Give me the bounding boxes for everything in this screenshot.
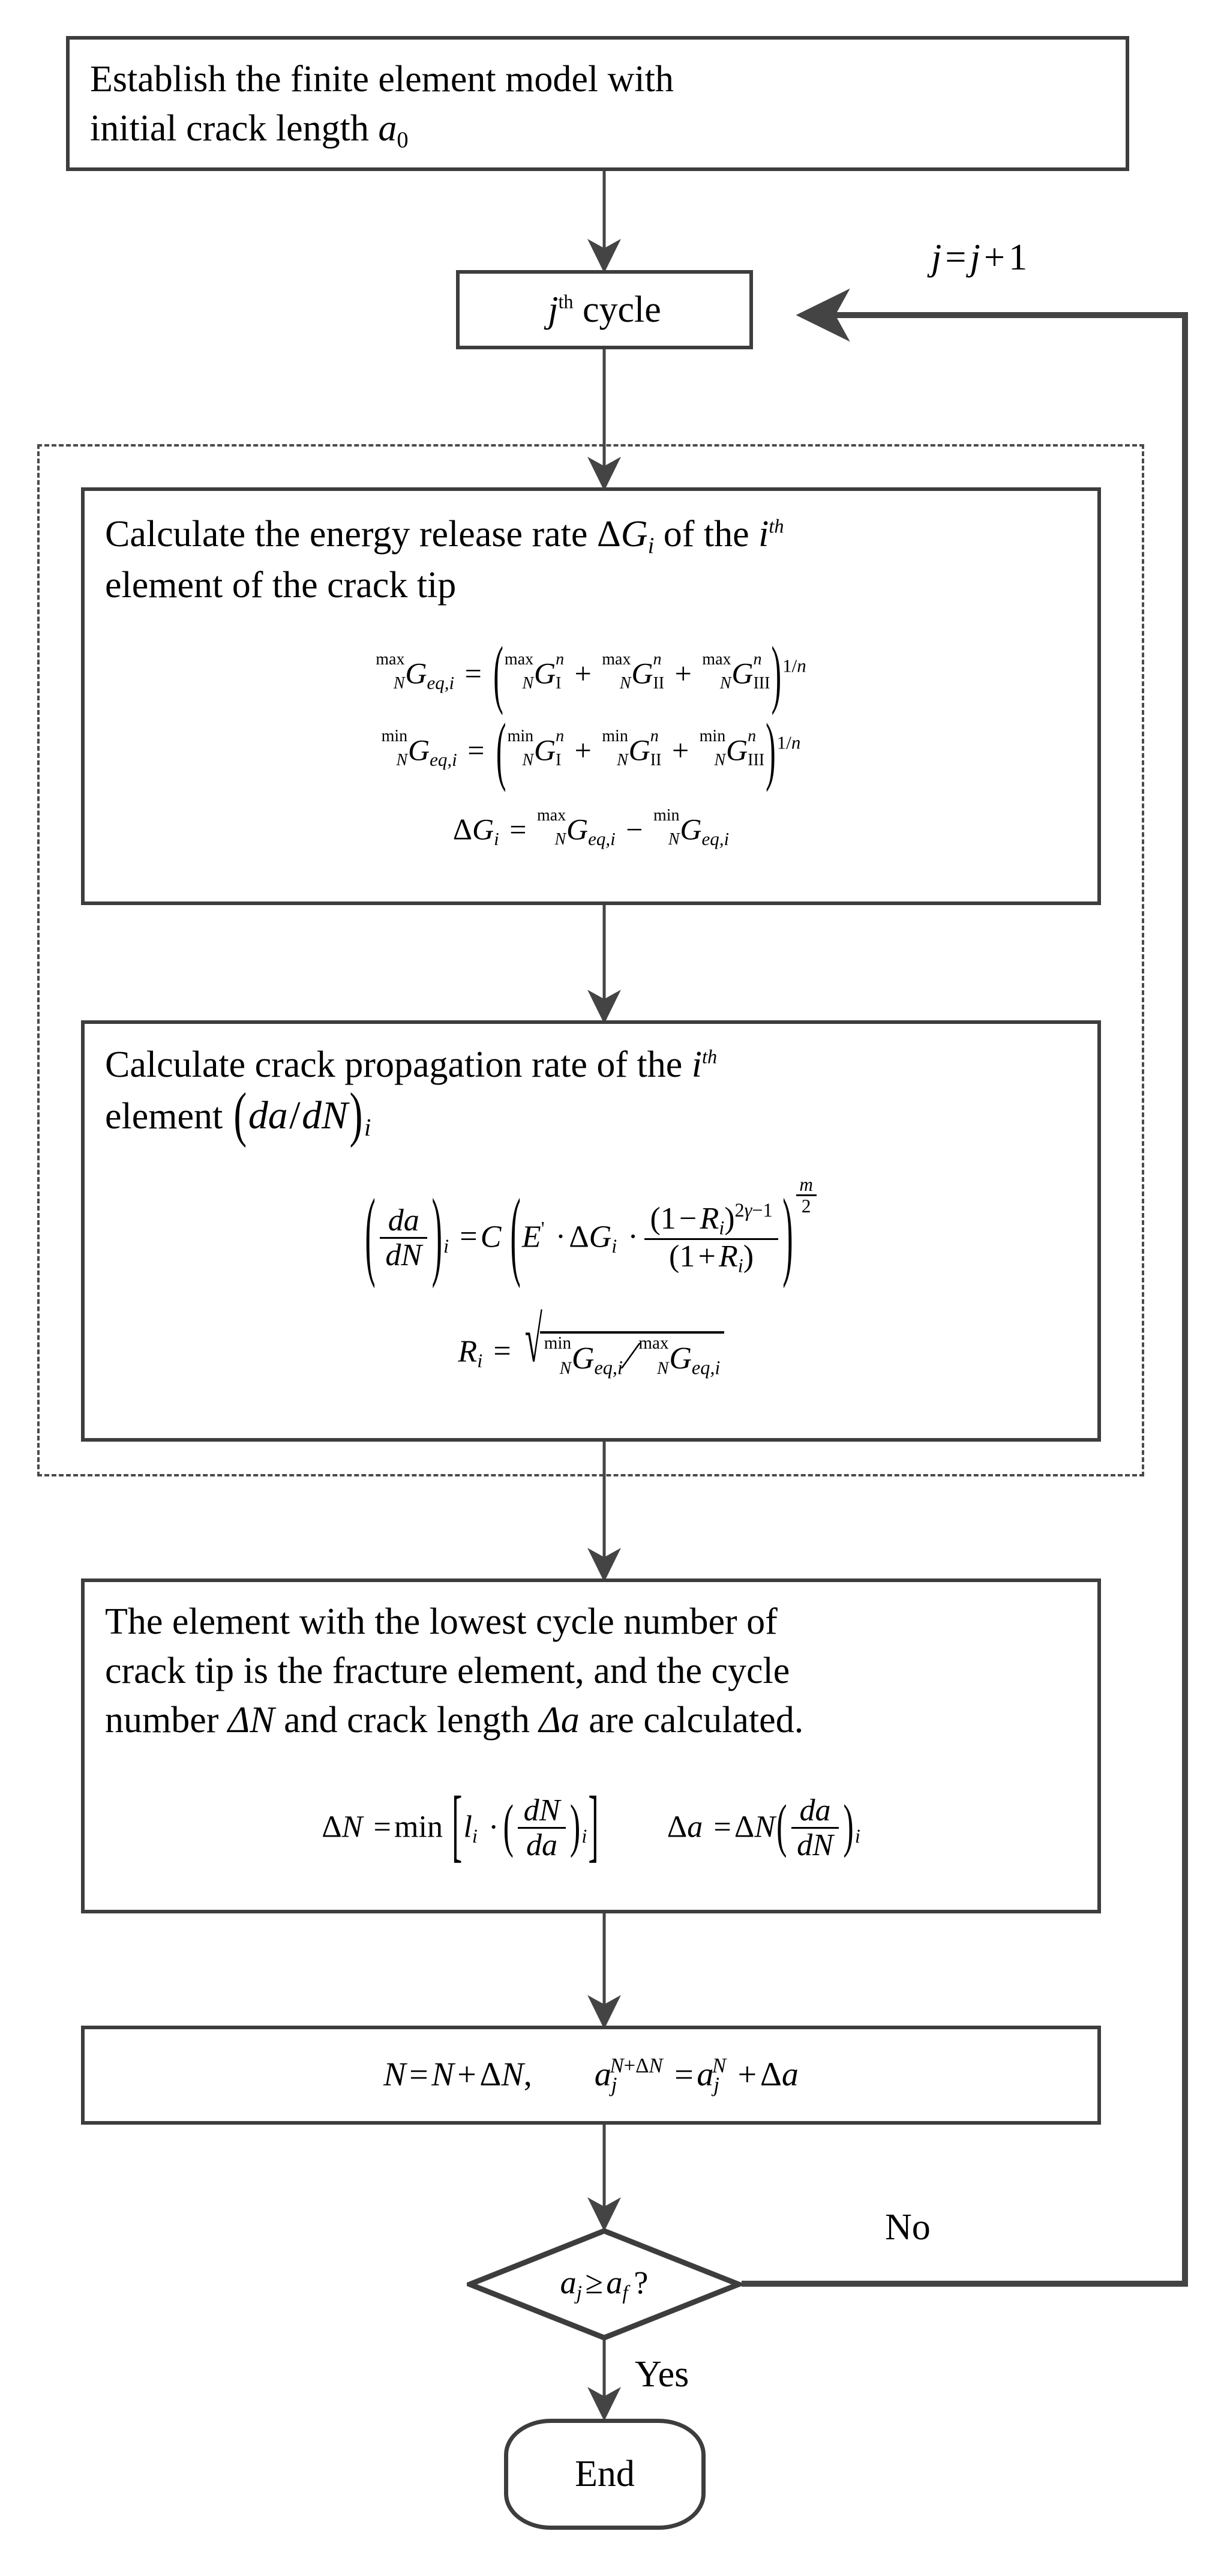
formula-min-Geq: min N $G_{eq,i}$ = ( min N G n I + min N G n II + min N G n III )$^{1/n}$ bbox=[381, 706, 801, 792]
crack-propagation-rate-text: Calculate crack propagation rate of the $i^{th}$ element $(da/dN)_i$ bbox=[105, 1044, 718, 1149]
energy-release-rate-box[interactable] bbox=[81, 487, 1101, 905]
jth-cycle-box[interactable] bbox=[456, 270, 753, 349]
crack-length-decision[interactable] bbox=[467, 2228, 742, 2341]
edge-label-yes: Yes bbox=[635, 2354, 689, 2395]
update-cycle-count-box[interactable] bbox=[81, 2026, 1101, 2125]
end-terminator[interactable] bbox=[504, 2419, 706, 2530]
jth-cycle-label: $j^{th}$ cycle bbox=[548, 289, 661, 330]
establish-model-text: Establish the finite element model with initial crack length a0 bbox=[90, 59, 674, 153]
symbol-delta-N: ΔN bbox=[227, 1699, 275, 1741]
increment-label: j=j+1 bbox=[931, 237, 1028, 278]
energy-release-rate-text-line2: element of the crack tip bbox=[105, 565, 457, 606]
formula-stress-ratio: $R_i$ = √ min N $G_{eq,i}$ ⁄ max N $G_{eq,i}$ bbox=[85, 1331, 1097, 1377]
formula-update-N-a: N=N+ΔN, $a_j^{N+\Delta N} =a_j^N +\Delta a$ bbox=[383, 2054, 799, 2096]
crack-propagation-rate-box[interactable] bbox=[81, 1020, 1101, 1442]
formula-delta-G: $\Delta G_i$ = max N $G_{eq,i}$ − min N $G_{eq,i}$ bbox=[452, 805, 730, 849]
formula-paris-law: ( $\frac{da}{dN}$ )$_i =C$ ($E' \cdot\Delta G_i$ · $\frac{(1-R_i)^{2\gamma-1}}{(1+R_i)}$ ) $\frac{m}{2}$ bbox=[85, 1198, 1097, 1278]
decision-condition-label: $a_j\ge a_f$ ? bbox=[560, 2264, 649, 2305]
symbol-delta-a: Δa bbox=[539, 1699, 580, 1741]
end-terminator-label: End bbox=[575, 2454, 635, 2494]
edge-label-no: No bbox=[885, 2207, 931, 2248]
fracture-element-text: The element with the lowest cycle number of crack tip is the fracture element, and the cycle number ΔN and crack length Δa are calculated. bbox=[105, 1601, 804, 1741]
formula-cycle-increment: ΔN =min [$l_i$ · ( $\frac{dN}{da}$ )$_i$] Δa =ΔN( $\frac{da}{dN}$ )$_i$ bbox=[322, 1781, 860, 1871]
symbol-delta-G: $\Delta G_i$ bbox=[596, 514, 655, 559]
fracture-element-box[interactable] bbox=[81, 1578, 1101, 1913]
symbol-ith: $i^{th}$ bbox=[758, 514, 784, 555]
energy-release-rate-text: Calculate the energy release rate $\Delta G_i$ of the $i^{th}$ element of the crack tip bbox=[85, 510, 1097, 610]
symbol-a0: a0 bbox=[378, 107, 409, 153]
formula-max-Geq: max N $G_{eq,i}$ = ( max N G n I + max N G n II + max N G n III )$^{1/n}$ bbox=[376, 630, 806, 715]
establish-model-box[interactable] bbox=[66, 36, 1129, 171]
